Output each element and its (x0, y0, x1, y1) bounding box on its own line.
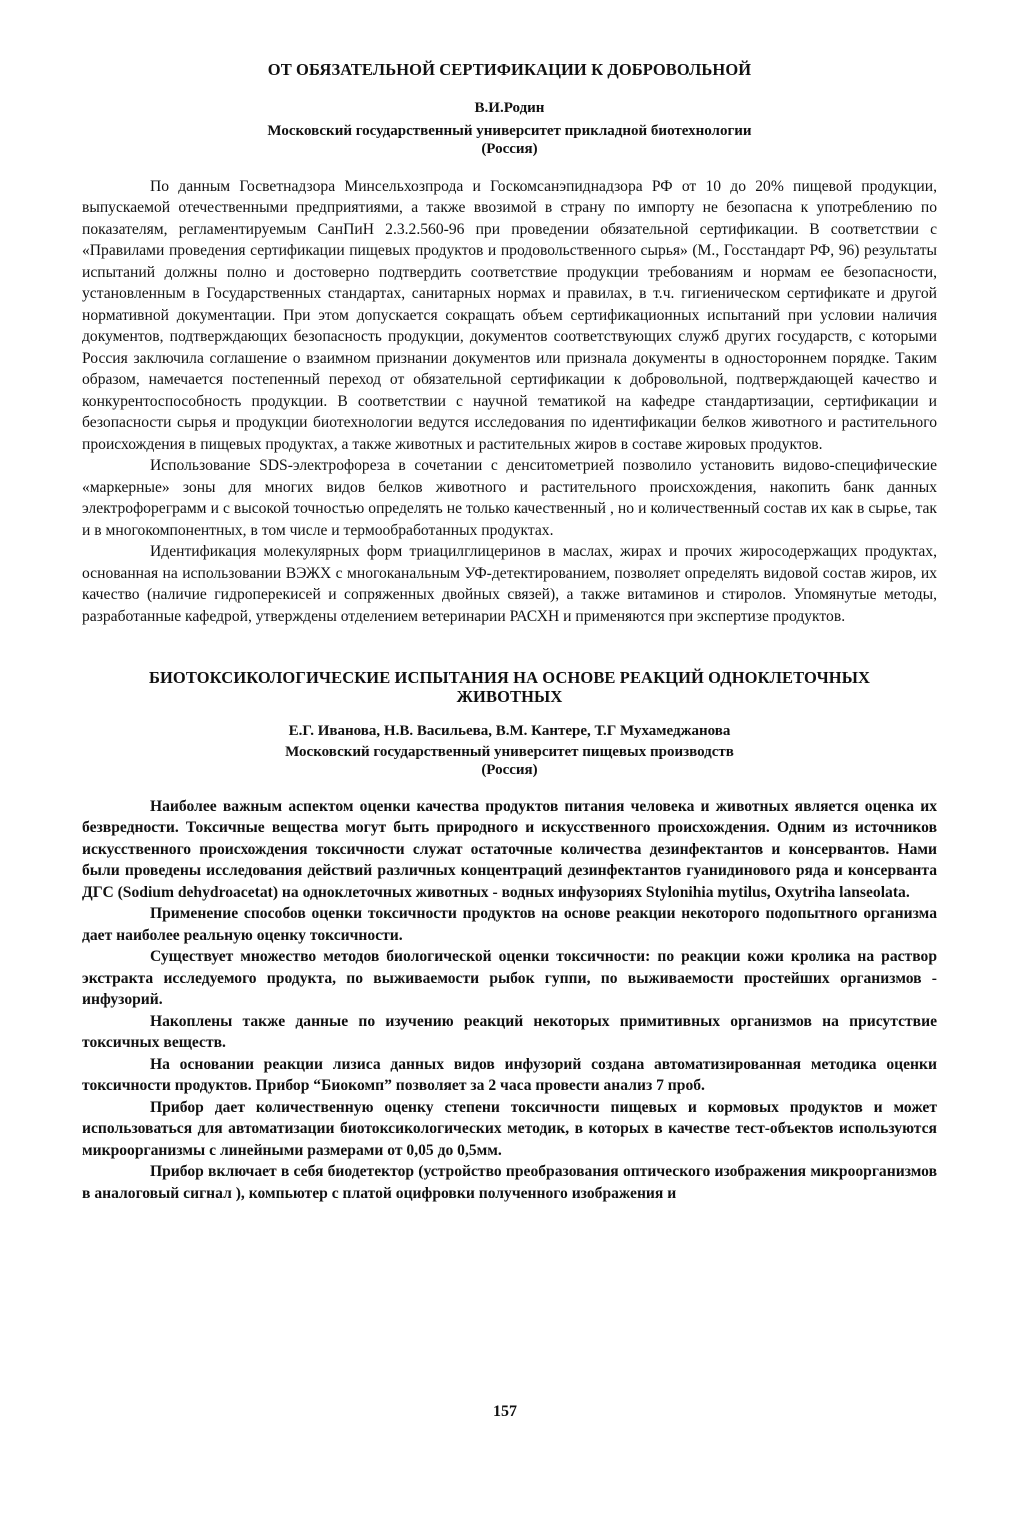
article-affiliation: Московский государственный университет пищевых производств (285, 743, 734, 760)
article-biotoxicology (82, 668, 937, 1204)
article-authors: Е.Г. Иванова, Н.В. Васильева, В.М. Кантере, Т.Г Мухамеджанова (288, 723, 731, 739)
article-country: (Россия) (481, 762, 538, 778)
paragraph: Прибор включает в себя биодетектор (устройство преобразования оптического изображения микроорганизмов в аналоговый сигнал ), компьютер с платой оцифровки полученного изображения и (82, 1163, 937, 1202)
paragraph: На основании реакции лизиса данных видов инфузорий создана автоматизированная методика оценки токсичности продуктов. Прибор “Биокомп” позволяет за 2 часа провести анализ 7 проб. (82, 1055, 937, 1094)
paragraph: Прибор дает количественную оценку степени токсичности пищевых и кормовых продуктов и может использоваться для автоматизации биотоксикологических методик, в которых в качестве тест-объектов используются микроорганизмы с линейными размерами от 0,05 до 0,5мм. (82, 1098, 937, 1159)
article-title: БИОТОКСИКОЛОГИЧЕСКИЕ ИСПЫТАНИЯ НА ОСНОВЕ РЕАКЦИЙ ОДНОКЛЕТОЧНЫХ ЖИВОТНЫХ (148, 668, 871, 706)
paragraph: По данным Госветнадзора Минсельхозпрода и Госкомсанэпиднадзора РФ от 10 до 20% пищевой продукции, выпускаемой отечественными предприятиями, а также ввозимой в страну по импорту не безопасна к употреблению по показателям, регламентируемым СанПиН 2.3.2.560-96 при проведении обязательной сертификации. В соответствии с «Правилами проведения сертификации пищевых продуктов и продовольственного сырья» (М., Госстандарт РФ, 96) результаты испытаний должны полно и достоверно подтвердить соответствие продукции требованиям и нормам ее безопасности, установленным в Государственных стандартах, санитарных нормах и правилах, в т.ч. гигиеническом сертификате и другой нормативной документации. При этом допускается сокращать объем сертификационных испытаний при условии наличия документов, подтверждающих безопасность продукции, документов соответствующих служб других государств, с которыми Россия заключила соглашение о взаимном признании документов или признала документы в одностороннем порядке. Таким образом, намечается постепенный переход от обязательной сертификации к добровольной, подтверждающей качество и конкурентоспособность продукции. В соответствии с научной тематикой на кафедре стандартизации, сертификации и безопасности сырья и продукции биотехнологии ведутся исследования по идентификации белков животного и растительного происхождения в пищевых продуктах, а также животных и растительных жиров в составе жировых продуктов. (82, 177, 937, 453)
paragraph: Использование SDS-электрофореза в сочетании с денситометрией позволило установить видово-специфические «маркерные» зоны для многих видов белков животного и растительного происхождения, накопить банк данных электрофореграмм и с высокой точностью определять не только качественный , но и количественный состав их как в сырье, так и в многокомпонентных, в том числе и термообработанных продуктах. (82, 457, 937, 539)
page-content (82, 60, 937, 1204)
paragraph: Существует множество методов биологической оценки токсичности: по реакции кожи кролика на раствор экстракта исследуемого продукта, по выживаемости рыбок гуппи, по выживаемости простейших организмов - инфузорий. (82, 948, 937, 1008)
paragraph: Наиболее важным аспектом оценки качества продуктов питания человека и животных является оценка их безвредности. Токсичные вещества могут быть природного и искусственного происхождения. Одним из источников искусственного происхождения токсичности служат остаточные количества дезинфектантов и консервантов. Нами были проведены исследования действий различных концентраций дезинфектантов гуанидинового ряда и консерванта ДГС (Sodium dehydroacetat) на одноклеточных животных - водных инфузориях Stylonihia mytilus, Oxytriha lanseolata. (82, 797, 937, 901)
page-number: 157 (493, 1403, 517, 1420)
paragraph: Накоплены также данные по изучению реакций некоторых примитивных организмов на присутствие токсичных веществ. (82, 1012, 937, 1051)
article-authors: В.И.Родин (474, 100, 545, 116)
article-affiliation: Московский государственный университет прикладной биотехнологии (267, 122, 752, 139)
article-title: ОТ ОБЯЗАТЕЛЬНОЙ СЕРТИФИКАЦИИ К ДОБРОВОЛЬНОЙ (267, 60, 752, 79)
paragraph: Применение способов оценки токсичности продуктов на основе реакции некоторого подопытного организма дает наиболее реальную оценку токсичности. (82, 905, 937, 944)
paragraph: Идентификация молекулярных форм триацилглицеринов в маслах, жирах и прочих жиросодержащих продуктах, основанная на использовании ВЭЖХ с многоканальным УФ-детектированием, позволяет определять видовой состав жиров, их качество (наличие гидроперекисей и сопряженных двойных связей), а также витаминов и стиролов. Упомянутые методы, разработанные кафедрой, утверждены отделением ветеринарии РАСХН и применяются при экспертизе продуктов. (82, 543, 937, 625)
article-certification (82, 60, 937, 627)
article-country: (Россия) (481, 141, 538, 157)
